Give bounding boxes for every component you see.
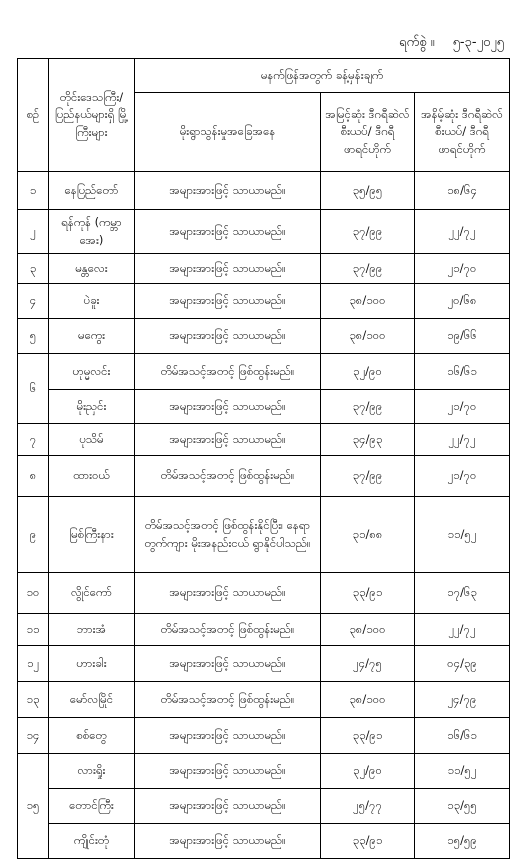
row-city: တောင်ကြီး <box>49 789 135 824</box>
row-min: ၀၄/၃၉ <box>415 646 510 682</box>
row-min: ၁၁/၅၂ <box>415 754 510 789</box>
row-max: ၃၇/၉၉ <box>321 210 415 254</box>
table-row <box>18 718 510 754</box>
row-condition: အများအားဖြင့် သာယာမည်။ <box>135 573 321 614</box>
table-row <box>18 497 510 573</box>
row-city: မော်လမြိုင် <box>49 682 135 718</box>
table-row <box>18 682 510 718</box>
row-max: ၃၁/၈၈ <box>321 497 415 573</box>
row-min: ၂၀/၆၈ <box>415 284 510 319</box>
date-label: ရက်စွဲ ။ <box>399 35 435 50</box>
row-min: ၁၅/၅၉ <box>415 824 510 859</box>
row-condition: အများအားဖြင့် သာယာမည်။ <box>135 824 321 859</box>
date-value: ၅-၃-၂၀၂၅ <box>452 35 504 50</box>
row-min: ၁၃/၅၅ <box>415 789 510 824</box>
row-city: ရန်ကုန် (ကမ္ဘာအေး) <box>49 210 135 254</box>
table-row <box>18 824 510 859</box>
row-min: ၂၂/၇၂ <box>415 210 510 254</box>
row-condition: အများအားဖြင့် သာယာမည်။ <box>135 424 321 456</box>
row-min: ၂၂/၇၂ <box>415 424 510 456</box>
row-no: ၁၂ <box>18 646 49 682</box>
row-condition: တိမ်အသင့်အတင့် ဖြစ်ထွန်းမည်။ <box>135 354 321 390</box>
table-row <box>18 573 510 614</box>
table-row <box>18 424 510 456</box>
row-max: ၃၅/၉၅ <box>321 172 415 210</box>
row-max: ၃၄/၉၃ <box>321 424 415 456</box>
row-condition: အများအားဖြင့် သာယာမည်။ <box>135 210 321 254</box>
row-city: မန္တလေး <box>49 254 135 284</box>
row-no: ၁၀ <box>18 573 49 614</box>
table-row <box>18 284 510 319</box>
row-condition: တိမ်အသင့်အတင့် ဖြစ်ထွန်းမည်။ <box>135 682 321 718</box>
table-row <box>18 210 510 254</box>
row-no: ၁ <box>18 172 49 210</box>
row-condition: အများအားဖြင့် သာယာမည်။ <box>135 390 321 424</box>
table-row <box>18 754 510 789</box>
header-city: တိုင်းဒေသကြီး/ ပြည်နယ်များရှိ မြို့ကြီးများ <box>49 59 135 172</box>
table-row <box>18 390 510 424</box>
table-row <box>18 254 510 284</box>
row-max: ၃၃/၉၁ <box>321 824 415 859</box>
row-no: ၈ <box>18 456 49 497</box>
row-city: ဘားအံ <box>49 614 135 646</box>
row-city: ပဲခူး <box>49 284 135 319</box>
row-condition: အများအားဖြင့် သာယာမည်။ <box>135 284 321 319</box>
header-forecast-group: မနက်ဖြန်အတွက် ခန့်မှန်းချက် <box>135 59 510 93</box>
row-no: ၁၃ <box>18 682 49 718</box>
header-no: စဉ် <box>18 59 49 172</box>
row-min: ၁၇/၆၃ <box>415 573 510 614</box>
row-no: ၁၄ <box>18 718 49 754</box>
row-max: ၃၂/၉၀ <box>321 354 415 390</box>
row-city: နေပြည်တော် <box>49 172 135 210</box>
row-city: ကျိုင်းတုံ <box>49 824 135 859</box>
row-city: လားရှိုး <box>49 754 135 789</box>
row-min: ၁၈/၆၄ <box>415 172 510 210</box>
row-no: ၂ <box>18 210 49 254</box>
row-max: ၃၇/၉၉ <box>321 390 415 424</box>
row-min: ၂၄/၇၉ <box>415 682 510 718</box>
row-city: ဟားခါး <box>49 646 135 682</box>
row-city: မိုးညှင်း <box>49 390 135 424</box>
row-no: ၄ <box>18 284 49 319</box>
table-row <box>18 456 510 497</box>
table-row <box>18 646 510 682</box>
row-condition: အများအားဖြင့် သာယာမည်။ <box>135 254 321 284</box>
row-city: မကွေး <box>49 319 135 354</box>
row-min: ၂၂/၇၂ <box>415 614 510 646</box>
row-city: ပုသိမ် <box>49 424 135 456</box>
header-max: အမြင့်ဆုံး ဒီဂရီဆဲလ်စီးယပ်/ ဒီဂရီဖာရင်ဟိုက် <box>321 93 415 172</box>
row-condition: အများအားဖြင့် သာယာမည်။ <box>135 754 321 789</box>
row-city: စစ်တွေ <box>49 718 135 754</box>
row-no: ၅ <box>18 319 49 354</box>
row-no: ၇ <box>18 424 49 456</box>
table-row <box>18 614 510 646</box>
row-max: ၃၈/၁၀၀ <box>321 682 415 718</box>
row-condition: အများအားဖြင့် သာယာမည်။ <box>135 172 321 210</box>
row-min: ၂၁/၇၀ <box>415 390 510 424</box>
row-no: ၃ <box>18 254 49 284</box>
row-city: မြစ်ကြီးနား <box>49 497 135 573</box>
row-min: ၁၆/၆၁ <box>415 354 510 390</box>
row-city: ဟုမ္မလင်း <box>49 354 135 390</box>
row-min: ၂၁/၇၀ <box>415 456 510 497</box>
row-no: ၆ <box>18 354 49 424</box>
row-condition: အများအားဖြင့် သာယာမည်။ <box>135 718 321 754</box>
row-max: ၃၈/၁၀၀ <box>321 319 415 354</box>
table-row <box>18 354 510 390</box>
row-max: ၃၃/၉၁ <box>321 573 415 614</box>
table-row <box>18 789 510 824</box>
row-min: ၁၉/၆၆ <box>415 319 510 354</box>
row-condition: အများအားဖြင့် သာယာမည်။ <box>135 319 321 354</box>
header-condition: မိုးရွာသွန်းမှုအခြေအနေ <box>135 93 321 172</box>
row-max: ၃၈/၁၀၀ <box>321 284 415 319</box>
row-min: ၂၁/၇၀ <box>415 254 510 284</box>
row-max: ၃၇/၉၉ <box>321 456 415 497</box>
header-row-1 <box>18 59 510 93</box>
row-max: ၃၃/၉၁ <box>321 718 415 754</box>
row-max: ၃၈/၁၀၀ <box>321 614 415 646</box>
row-max: ၂၄/၇၅ <box>321 646 415 682</box>
row-max: ၃၂/၉၀ <box>321 754 415 789</box>
row-no: ၉ <box>18 497 49 573</box>
row-condition: အများအားဖြင့် သာယာမည်။ <box>135 789 321 824</box>
row-max: ၂၅/၇၇ <box>321 789 415 824</box>
row-min: ၁၆/၆၁ <box>415 718 510 754</box>
row-condition: အများအားဖြင့် သာယာမည်။ <box>135 646 321 682</box>
row-city: လွိုင်ကော် <box>49 573 135 614</box>
header-min: အနိမ့်ဆုံး ဒီဂရီဆဲလ်စီးယပ်/ ဒီဂရီဖာရင်ဟိုက် <box>415 93 510 172</box>
row-min: ၁၁/၅၂ <box>415 497 510 573</box>
row-condition: တိမ်အသင့်အတင့် ဖြစ်ထွန်းနိုင်ပြီး၊ နေရာတွက်ကျား မိုးအနည်းငယ် ရွာနိုင်ပါသည်။ <box>135 497 321 573</box>
table-row <box>18 319 510 354</box>
row-condition: တိမ်အသင့်အတင့် ဖြစ်ထွန်းမည်။ <box>135 614 321 646</box>
row-condition: တိမ်အသင့်အတင့် ဖြစ်ထွန်းမည်။ <box>135 456 321 497</box>
row-no: ၁၁ <box>18 614 49 646</box>
row-city: ထားဝယ် <box>49 456 135 497</box>
forecast-table <box>17 58 510 859</box>
table-row <box>18 172 510 210</box>
row-max: ၃၇/၉၉ <box>321 254 415 284</box>
row-no: ၁၅ <box>18 754 49 859</box>
date-line <box>399 34 504 53</box>
